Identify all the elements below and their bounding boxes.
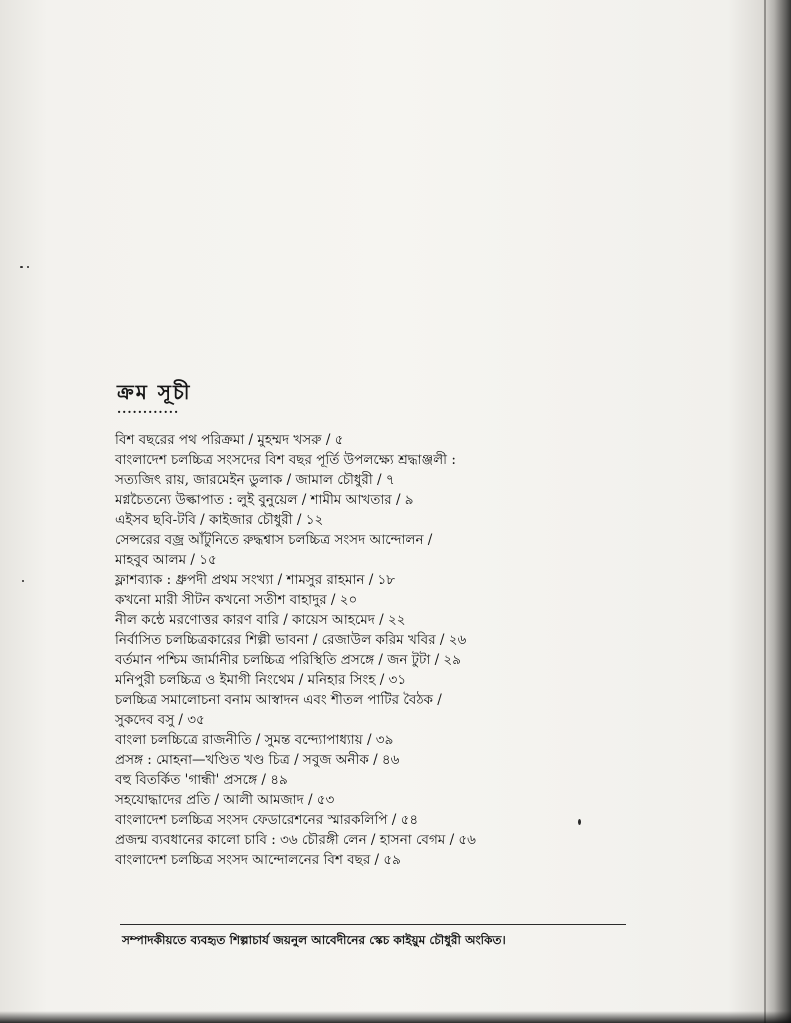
toc-entry: মগ্নচৈতন্যে উল্কাপাত : লুই বুনুয়েল / শামীম আখতার / ৯ — [115, 492, 414, 508]
page-binding-shadow — [763, 0, 791, 1023]
toc-entry: সহযোদ্ধাদের প্রতি / আলী আমজাদ / ৫৩ — [115, 792, 335, 808]
toc-entry: প্রসঙ্গ : মোহনা—খণ্ডিত খণ্ড চিত্র / সবুজ অনীক / ৪৬ — [115, 752, 400, 768]
toc-entry: বিশ বছরের পথ পরিক্রমা / মুহম্মদ খসরু / ৫ — [115, 432, 344, 448]
toc-entry: নির্বাসিত চলচ্চিত্রকারের শিল্পী ভাবনা / রেজাউল করিম খবির / ২৬ — [115, 632, 467, 648]
toc-entry: প্রজন্ম ব্যবধানের কালো চাবি : ৩৬ চৌরঙ্গী লেন / হাসনা বেগম / ৫৬ — [115, 832, 476, 848]
toc-entry: মনিপুরী চলচ্চিত্র ও ইমাগী নিংথেম / মনিহার সিংহ / ৩১ — [115, 672, 407, 688]
toc-entry: কখনো মারী সীটন কখনো সতীশ বাহাদুর / ২০ — [115, 592, 358, 608]
page-title: ক্রম সূচী — [117, 380, 192, 404]
toc-entry: বাংলাদেশ চলচ্চিত্র সংসদ ফেডারেশনের স্মারকলিপি / ৫৪ — [115, 812, 419, 828]
toc-entry: সুকদেব বসু / ৩৫ — [115, 712, 205, 728]
toc-entry: চলচ্চিত্র সমালোচনা বনাম আস্বাদন এবং শীতল পাটির বৈঠক / — [115, 692, 442, 708]
footnote: সম্পাদকীয়তে ব্যবহৃত শিল্পাচার্য জয়নুল আবেদীনের স্কেচ কাইয়ুম চৌধুরী অংকিত। — [122, 933, 506, 947]
footnote-divider — [120, 924, 626, 925]
scan-speck — [20, 266, 23, 268]
page-bottom-shadow — [0, 1011, 791, 1023]
toc-entry: বাংলা চলচ্চিত্রে রাজনীতি / সুমন্ত বন্দ্যোপাধ্যায় / ৩৯ — [115, 732, 394, 748]
toc-entry: সেন্সরের বজ্র আঁটুনিতে রুদ্ধশ্বাস চলচ্চিত্র সংসদ আন্দোলন / — [115, 532, 433, 548]
toc-entry: বহু বিতর্কিত 'গান্ধী' প্রসঙ্গে / ৪৯ — [115, 772, 288, 788]
toc-entry: ফ্লাশব্যাক : ধ্রুপদী প্রথম সংখ্যা / শামসুর রাহমান / ১৮ — [115, 572, 396, 588]
table-of-contents — [115, 430, 675, 870]
toc-entry: এইসব ছবি-টবি / কাইজার চৌধুরী / ১২ — [115, 512, 324, 528]
toc-entry: বাংলাদেশ চলচ্চিত্র সংসদের বিশ বছর পূর্তি উপলক্ষ্যে শ্রদ্ধাঞ্জলী : — [115, 452, 456, 468]
toc-entry: বাংলাদেশ চলচ্চিত্র সংসদ আন্দোলনের বিশ বছর / ৫৯ — [115, 852, 401, 868]
scan-speck — [27, 266, 29, 268]
scan-speck — [22, 580, 24, 582]
toc-entry: নীল কন্ঠে মরণোত্তর কারণ বারি / কায়েস আহমেদ / ২২ — [115, 612, 406, 628]
toc-entry: বর্তমান পশ্চিম জার্মানীর চলচ্চিত্র পরিস্থিতি প্রসঙ্গে / জন টুটা / ২৯ — [115, 652, 461, 668]
toc-entry: মাহবুব আলম / ১৫ — [115, 552, 217, 568]
title-underline-dots: ............ — [117, 402, 180, 416]
toc-entry: সত্যজিৎ রায়, জারমেইন ডুলাক / জামাল চৌধুরী / ৭ — [115, 472, 395, 488]
